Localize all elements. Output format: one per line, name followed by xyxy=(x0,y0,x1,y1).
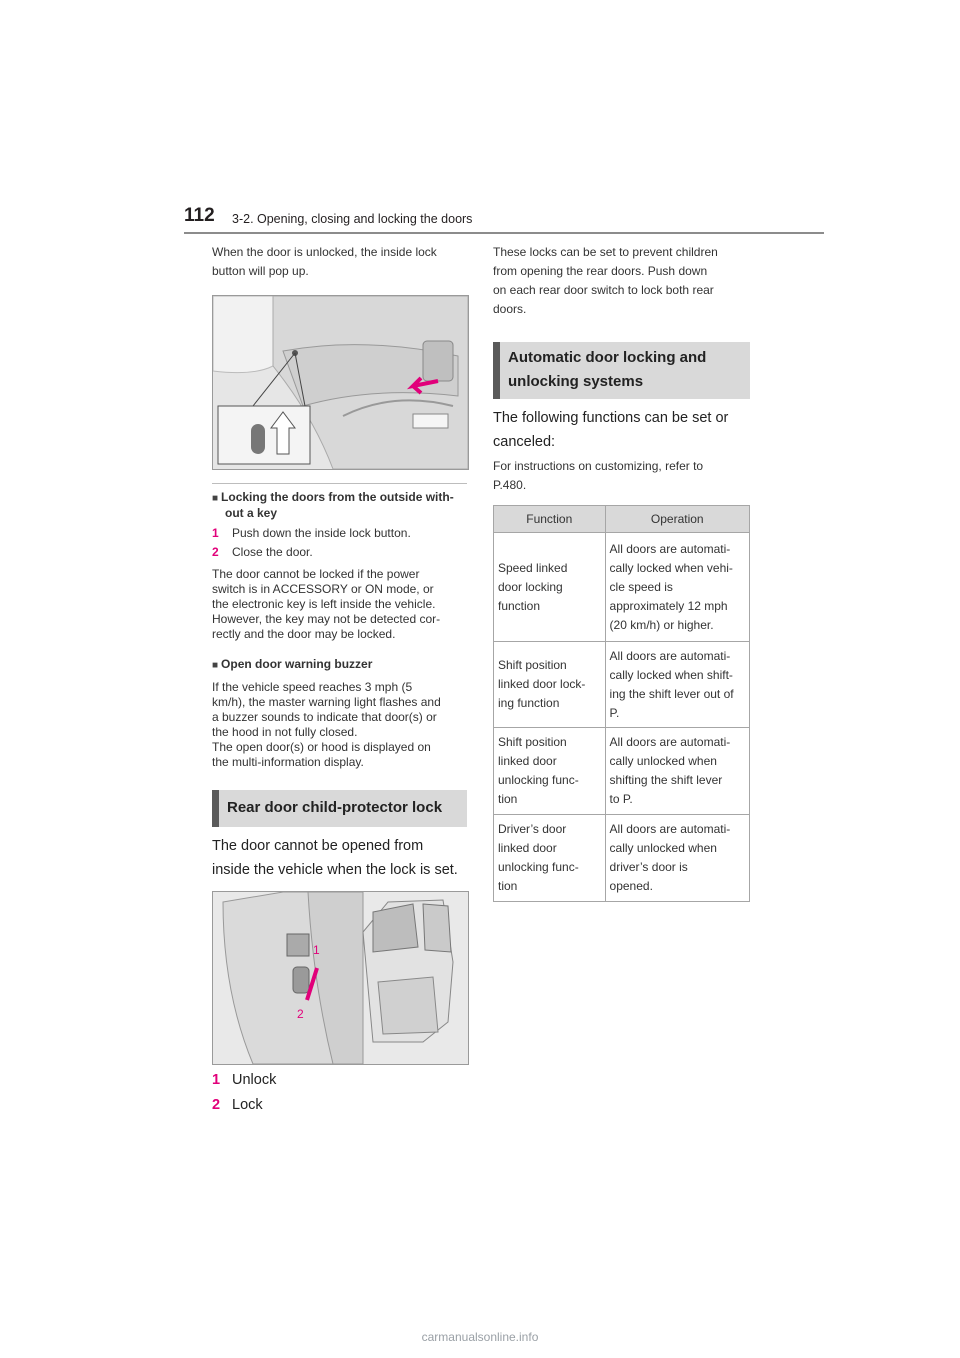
auto-lock-description: The following functions can be set or canceled: xyxy=(493,410,729,450)
child-lock-description: The door cannot be opened from inside the vehicle when the lock is set. xyxy=(212,838,458,878)
table-header-function: Function xyxy=(494,506,606,533)
intro-text: When the door is unlocked, the inside lock button will pop up. xyxy=(212,245,437,278)
child-lock-intro: These locks can be set to prevent children from opening the rear doors. Push down on each rear door switch to lock both rear doors. xyxy=(493,245,718,316)
auto-lock-section-heading: Automatic door locking and unlocking systems xyxy=(493,342,750,399)
table-header-operation: Operation xyxy=(605,506,749,533)
table-row xyxy=(494,728,750,815)
table-row xyxy=(494,533,750,642)
table-header-row xyxy=(494,506,750,533)
function-cell: Shift position linked door unlocking func- tion xyxy=(494,728,606,815)
header-divider xyxy=(184,232,824,234)
table-row xyxy=(494,642,750,728)
locking-note: The door cannot be locked if the power switch is in ACCESSORY or ON mode, or the electronic key is left inside the vehicle. However, the key may not be detected cor- rectly and the door may be locked. xyxy=(212,567,441,641)
table-row xyxy=(494,815,750,902)
rear-door-drawing xyxy=(213,892,468,1064)
function-cell: Speed linked door locking function xyxy=(494,533,606,642)
operation-cell: All doors are automati- cally unlocked when driver’s door is opened. xyxy=(605,815,749,902)
watermark: carmanualsonline.info xyxy=(421,1330,539,1344)
fig-label-2: 2 xyxy=(297,1007,304,1021)
square-bullet-icon: ■ xyxy=(212,493,219,504)
fig-label-1: 1 xyxy=(313,943,320,957)
buzzer-text: If the vehicle speed reaches 3 mph (5 km/h), the master warning light flashes and a buzzer sounds to indicate that door(s) or the hood in not fully closed. The open door(s) or hood is displayed on the multi-information display. xyxy=(212,680,441,769)
divider xyxy=(212,483,467,484)
function-cell: Shift position linked door lock- ing function xyxy=(494,642,606,728)
function-table xyxy=(493,505,750,902)
lock-item: 2 Lock xyxy=(212,1097,263,1113)
customize-reference: For instructions on customizing, refer to P.480. xyxy=(493,459,704,492)
function-cell: Driver’s door linked door unlocking func- tion xyxy=(494,815,606,902)
inside-lock-illustration xyxy=(212,295,469,470)
square-bullet-icon: ■ xyxy=(212,660,219,671)
locking-heading: ■ Locking the doors from the outside with- out a key xyxy=(212,490,454,520)
section-title: 3-2. Opening, closing and locking the doors xyxy=(232,212,473,226)
page-number: 112 xyxy=(184,205,215,226)
door-interior-drawing xyxy=(213,296,468,469)
child-lock-section-heading: Rear door child-protector lock xyxy=(212,790,467,827)
buzzer-heading: ■ Open door warning buzzer xyxy=(212,657,373,671)
operation-cell: All doors are automati- cally unlocked when shifting the shift lever to P. xyxy=(605,728,749,815)
step-1: 1 Push down the inside lock button. xyxy=(212,526,411,540)
operation-cell: All doors are automati- cally locked when vehi- cle speed is approximately 12 mph (20 km/h) or higher. xyxy=(605,533,749,642)
unlock-item: 1 Unlock xyxy=(212,1072,277,1088)
child-lock-illustration xyxy=(212,891,469,1065)
operation-cell: All doors are automati- cally locked when shift- ing the shift lever out of P. xyxy=(605,642,749,728)
step-2: 2 Close the door. xyxy=(212,545,313,559)
